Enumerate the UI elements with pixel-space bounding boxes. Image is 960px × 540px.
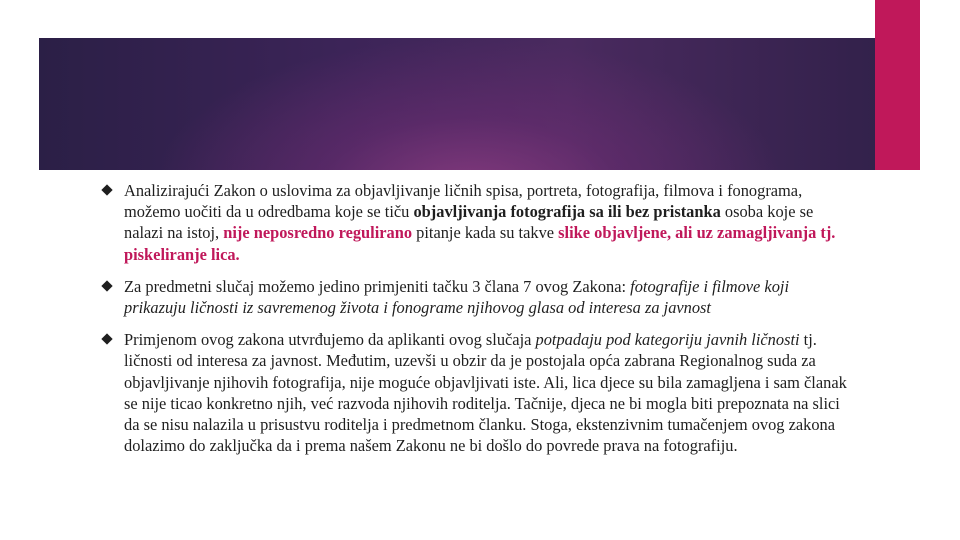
bullet-item-2 bbox=[100, 276, 848, 318]
diamond-bullet-icon bbox=[101, 280, 112, 291]
bullet-item-1 bbox=[100, 180, 848, 265]
paragraph-1-highlight: nije neposredno regulirano bbox=[223, 223, 413, 243]
paragraph-3 bbox=[124, 329, 848, 456]
paragraph-2 bbox=[124, 276, 848, 318]
paragraph-1-text: Analizirajući Zakon o uslovima za objavljivanje ličnih spisa, portreta, fotografija, filmova i fonograma, možemo uočiti da u odredbama koje se tiču bbox=[124, 181, 803, 222]
paragraph-1-highlight-2: slike objavljene, ali uz zamagljivanja tj. piskeliranje lica. bbox=[124, 223, 836, 264]
paragraph-3-text-2: tj. ličnosti od interesa za javnost. Međutim, uzevši u obzir da je postojala opća zabrana Regionalnog suda za objavljivanje njihovih fotografija, nije moguće objavljivati iste. Ali, lica djece su bila zamagljena i sam članak se nije ticao konkretno njih, već razvoda njihovih roditelja. Tačnije, djeca ne bi mogla biti prepoznata na slici da se nisu nalazila u prisustvu roditelja i predmetnom članku. Stoga, ekstenzivnim tumačenjem ovog zakona dolazimo do zaključka da i prema našem Zakonu ne bi došlo do povrede prava na fotografiju. bbox=[124, 330, 847, 456]
paragraph-1-bold: objavljivanja fotografija sa ili bez pristanka bbox=[413, 202, 721, 222]
diamond-bullet-icon bbox=[101, 334, 112, 345]
paragraph-1-text-2: osoba koje se nalazi na istoj, bbox=[124, 202, 814, 243]
bullet-item-3 bbox=[100, 329, 848, 456]
title-banner bbox=[39, 38, 920, 170]
accent-bar bbox=[875, 0, 920, 170]
slide-content bbox=[100, 180, 848, 467]
paragraph-3-text: Primjenom ovog zakona utvrđujemo da aplikanti ovog slučaja bbox=[124, 330, 536, 350]
paragraph-3-italic: potpadaju pod kategoriju javnih ličnosti bbox=[535, 330, 800, 350]
paragraph-1-text-3: pitanje kada su takve bbox=[412, 223, 559, 243]
paragraph-2-text: Za predmetni slučaj možemo jedino primjeniti tačku 3 člana 7 ovog Zakona: bbox=[124, 276, 631, 296]
diamond-bullet-icon bbox=[101, 184, 112, 195]
paragraph-1 bbox=[124, 180, 848, 265]
paragraph-2-italic: fotografije i filmove koji prikazuju ličnosti iz savremenog života i fonograme njihovog glasa od interesa za javnost bbox=[124, 276, 790, 318]
